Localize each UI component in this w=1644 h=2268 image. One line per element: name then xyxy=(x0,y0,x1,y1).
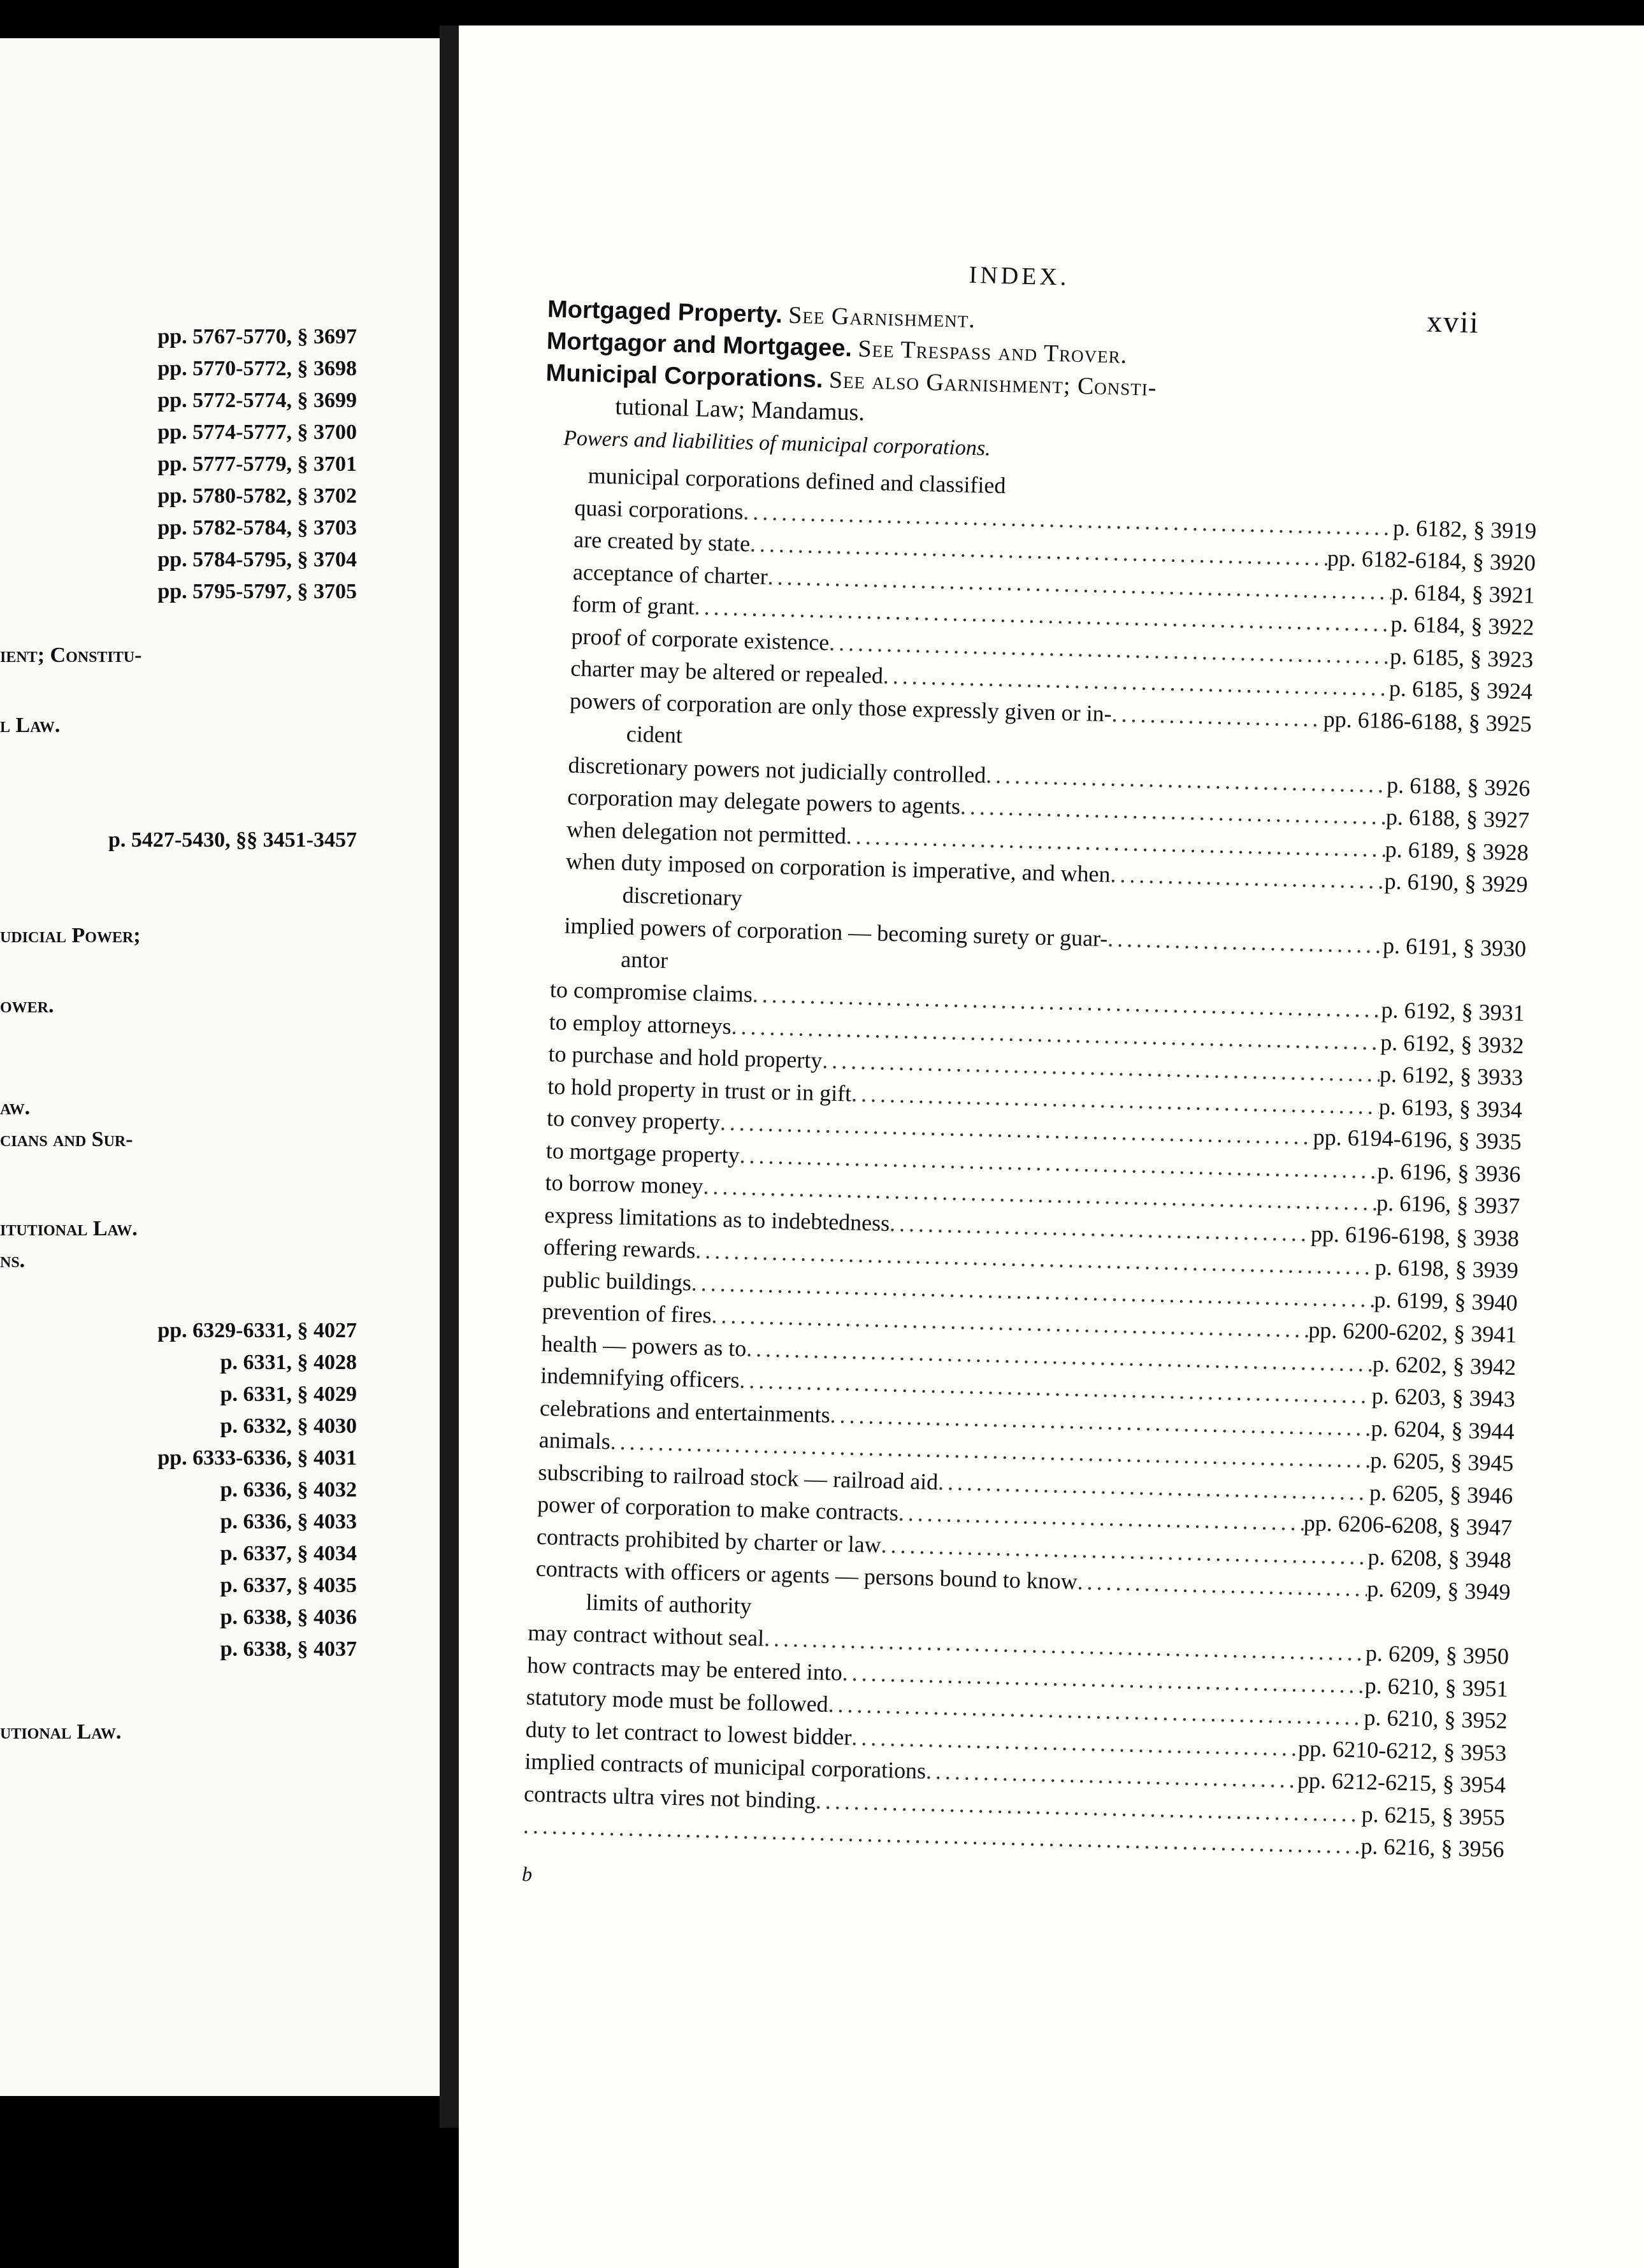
dot-leader xyxy=(926,1758,1298,1793)
heading-title: Mortgagor and Mortgagee. xyxy=(546,327,853,362)
index-heading-fragment: udicial Power; xyxy=(0,924,141,947)
entry-text: power of corporation to make contracts xyxy=(537,1491,899,1526)
index-heading-fragment: ns. xyxy=(0,1249,25,1272)
dot-leader xyxy=(890,1210,1311,1247)
index-heading-fragment: ient; Constitu- xyxy=(0,643,142,667)
entry-text: to mortgage property xyxy=(545,1137,740,1168)
entry-text: to compromise claims xyxy=(549,976,753,1007)
entry-reference: p. 6199, § 3940 xyxy=(1374,1286,1518,1316)
entry-text: offering rewards xyxy=(543,1233,696,1263)
entry-text: health — powers as to xyxy=(541,1330,747,1361)
entry-reference: pp. 6182-6184, § 3920 xyxy=(1327,545,1536,576)
entry-text: limits of authority xyxy=(586,1589,753,1619)
entry-text: when delegation not permitted xyxy=(566,816,847,849)
entry-reference: pp. 6200-6202, § 3941 xyxy=(1308,1317,1517,1348)
index-reference: p. 6332, § 4030 xyxy=(220,1414,357,1438)
entry-reference: p. 6192, § 3932 xyxy=(1380,1029,1524,1058)
index-reference: pp. 5770-5772, § 3698 xyxy=(157,357,357,380)
entry-reference: p. 6189, § 3928 xyxy=(1385,836,1529,865)
right-page xyxy=(459,25,1644,2268)
entry-reference: p. 6188, § 3926 xyxy=(1386,772,1531,801)
entry-reference: p. 6215, § 3955 xyxy=(1361,1800,1506,1830)
signature-mark: b xyxy=(521,1862,533,1886)
index-reference: pp. 5784-5795, § 3704 xyxy=(157,548,357,571)
entry-text: duty to let contract to lowest bidder xyxy=(525,1716,852,1750)
index-reference: p. 6337, § 4034 xyxy=(220,1542,357,1565)
entry-reference: p. 6192, § 3931 xyxy=(1381,996,1525,1026)
running-head: INDEX. xyxy=(969,261,1070,291)
entry-text: acceptance of charter xyxy=(572,559,768,589)
entry-text: to borrow money xyxy=(545,1169,704,1199)
dot-leader xyxy=(986,761,1387,798)
index-reference: pp. 5772-5774, § 3699 xyxy=(157,389,357,412)
entry-reference: p. 6184, § 3922 xyxy=(1390,611,1534,640)
entry-reference: p. 6208, § 3948 xyxy=(1367,1544,1512,1573)
dot-leader xyxy=(960,793,1387,830)
index-reference: pp. 5774-5777, § 3700 xyxy=(157,420,357,444)
dot-leader xyxy=(1111,700,1323,732)
entry-text: quasi corporations xyxy=(574,494,744,524)
entry-reference: pp. 6212-6215, § 3954 xyxy=(1297,1767,1506,1798)
entry-reference: p. 6210, § 3951 xyxy=(1364,1672,1509,1702)
dot-leader xyxy=(1077,1568,1367,1602)
entry-text: contracts ultra vires not binding xyxy=(523,1780,816,1814)
entry-text: charter may be altered or repealed xyxy=(570,655,884,689)
entry-reference: p. 6209, § 3949 xyxy=(1366,1575,1511,1605)
dot-leader xyxy=(938,1468,1370,1506)
heading-title: Municipal Corporations. xyxy=(545,359,824,394)
index-reference: p. 6338, § 4036 xyxy=(220,1605,357,1629)
book-gutter xyxy=(440,25,459,2128)
entry-reference: p. 6203, § 3943 xyxy=(1371,1382,1516,1412)
entry-text: contracts prohibited by charter or law xyxy=(536,1523,882,1558)
index-reference: p. 5427-5430, §§ 3451-3457 xyxy=(108,828,357,852)
entry-reference: p. 6185, § 3924 xyxy=(1388,675,1533,705)
heading-title: Mortgaged Property. xyxy=(547,296,783,329)
index-heading-fragment: aw. xyxy=(0,1096,31,1119)
entry-text: animals xyxy=(538,1426,611,1454)
entry-reference: p. 6209, § 3950 xyxy=(1365,1640,1510,1670)
entry-text: to purchase and hold property xyxy=(548,1040,823,1073)
dot-leader xyxy=(1110,861,1385,894)
entry-reference: p. 6202, § 3942 xyxy=(1372,1351,1517,1380)
entry-text: contracts with officers or agents — persons bound to know xyxy=(535,1555,1078,1595)
entry-reference: pp. 6194-6196, § 3935 xyxy=(1313,1124,1522,1155)
entry-text: may contract without seal xyxy=(527,1619,765,1651)
entry-reference: p. 6205, § 3945 xyxy=(1369,1447,1514,1477)
entry-text: how contracts may be entered into xyxy=(526,1651,843,1685)
entry-reference: pp. 6196-6198, § 3938 xyxy=(1310,1220,1520,1251)
entry-text: express limitations as to indebtedness xyxy=(544,1202,890,1236)
entry-text: statutory mode must be followed xyxy=(526,1684,829,1717)
entry-text: to hold property in trust or in gift xyxy=(547,1073,852,1107)
right-page-content xyxy=(459,25,1643,2268)
entry-text: discretionary xyxy=(622,882,743,910)
entry-reference: p. 6188, § 3927 xyxy=(1385,803,1530,833)
entry-text: implied contracts of municipal corporations xyxy=(524,1748,927,1784)
entry-text: to employ attorneys xyxy=(549,1008,732,1039)
index-reference: pp. 5795-5797, § 3705 xyxy=(157,580,357,603)
entry-text: proof of corporate existence xyxy=(571,623,830,655)
entry-reference: p. 6196, § 3937 xyxy=(1376,1189,1520,1219)
dot-leader xyxy=(851,1723,1299,1761)
index-reference: p. 6336, § 4032 xyxy=(220,1478,357,1502)
entry-reference: p. 6204, § 3944 xyxy=(1371,1415,1515,1444)
left-page xyxy=(0,38,440,2096)
entry-reference: p. 6190, § 3929 xyxy=(1384,868,1529,898)
dot-leader xyxy=(1107,925,1383,959)
entry-reference: p. 6185, § 3923 xyxy=(1389,643,1534,672)
index-reference: pp. 5780-5782, § 3702 xyxy=(157,484,357,508)
entry-text: when duty imposed on corporation is imperative, and when xyxy=(565,848,1111,887)
index-heading-fragment: utional Law. xyxy=(0,1720,122,1744)
index-reference: pp. 5777-5779, § 3701 xyxy=(157,452,357,476)
index-reference: pp. 6329-6331, § 4027 xyxy=(157,1319,357,1342)
index-reference: pp. 5767-5770, § 3697 xyxy=(157,325,357,348)
page-number: xvii xyxy=(1426,305,1480,340)
heading-mortgaged-property xyxy=(547,296,976,334)
heading-xref: See also Garnishment; Consti- xyxy=(828,366,1157,401)
entry-reference: p. 6205, § 3946 xyxy=(1369,1479,1513,1509)
entry-text: are created by state xyxy=(573,526,751,557)
entry-reference: p. 6196, § 3936 xyxy=(1377,1158,1521,1187)
entry-reference: p. 6193, § 3934 xyxy=(1378,1093,1523,1123)
dot-leader xyxy=(898,1500,1304,1537)
entry-text: municipal corporations defined and classified xyxy=(588,463,1006,499)
subheading: Powers and liabilities of municipal corporations. xyxy=(563,426,991,461)
index-reference: p. 6331, § 4029 xyxy=(220,1382,357,1406)
entry-text: to convey property xyxy=(546,1105,721,1135)
entry-reference: p. 6216, § 3956 xyxy=(1360,1833,1505,1862)
entry-text: subscribing to railroad stock — railroad aid xyxy=(538,1459,939,1495)
entry-text: indemnifying officers xyxy=(540,1362,740,1393)
entry-reference: p. 6191, § 3930 xyxy=(1382,932,1527,962)
heading-xref: See Trespass and Trover. xyxy=(858,335,1128,369)
entry-text: antor xyxy=(620,946,668,973)
entry-text: form of grant xyxy=(572,591,695,620)
entry-text: implied powers of corporation — becoming surety or guar- xyxy=(564,912,1108,952)
entry-reference: pp. 6186-6188, § 3925 xyxy=(1323,705,1532,736)
entry-text: public buildings xyxy=(542,1266,692,1295)
index-heading-fragment: l Law. xyxy=(0,714,61,737)
index-reference: p. 6338, § 4037 xyxy=(220,1637,357,1661)
entry-text: powers of corporation are only those expressly given or in- xyxy=(569,687,1113,726)
entry-reference: p. 6192, § 3933 xyxy=(1379,1061,1524,1091)
entry-text: corporation may delegate powers to agents xyxy=(566,784,961,819)
heading-xref: See Garnishment. xyxy=(788,301,976,333)
index-heading-fragment: ower. xyxy=(0,994,54,1017)
entry-reference: p. 6198, § 3939 xyxy=(1374,1254,1519,1284)
entry-reference: pp. 6210-6212, § 3953 xyxy=(1297,1735,1507,1766)
entry-reference: pp. 6206-6208, § 3947 xyxy=(1303,1510,1513,1541)
index-reference: pp. 6333-6336, § 4031 xyxy=(157,1446,357,1470)
index-heading-fragment: itutional Law. xyxy=(0,1217,138,1240)
index-reference: p. 6337, § 4035 xyxy=(220,1574,357,1597)
index-reference: p. 6331, § 4028 xyxy=(220,1351,357,1374)
entry-reference: p. 6210, § 3952 xyxy=(1364,1704,1508,1733)
entry-reference: p. 6184, § 3921 xyxy=(1391,578,1536,608)
index-heading-fragment: cians and Sur- xyxy=(0,1128,133,1151)
entry-reference: p. 6182, § 3919 xyxy=(1392,514,1537,544)
entry-text: prevention of fires xyxy=(542,1298,712,1328)
entry-text: cident xyxy=(626,721,683,748)
entry-text: celebrations and entertainments xyxy=(539,1395,831,1428)
entry-text: discretionary powers not judicially controlled xyxy=(568,752,986,788)
heading-continuation: tutional Law; Mandamus. xyxy=(614,393,865,426)
index-reference: p. 6336, § 4033 xyxy=(220,1510,357,1533)
index-reference: pp. 5782-5784, § 3703 xyxy=(157,516,357,540)
